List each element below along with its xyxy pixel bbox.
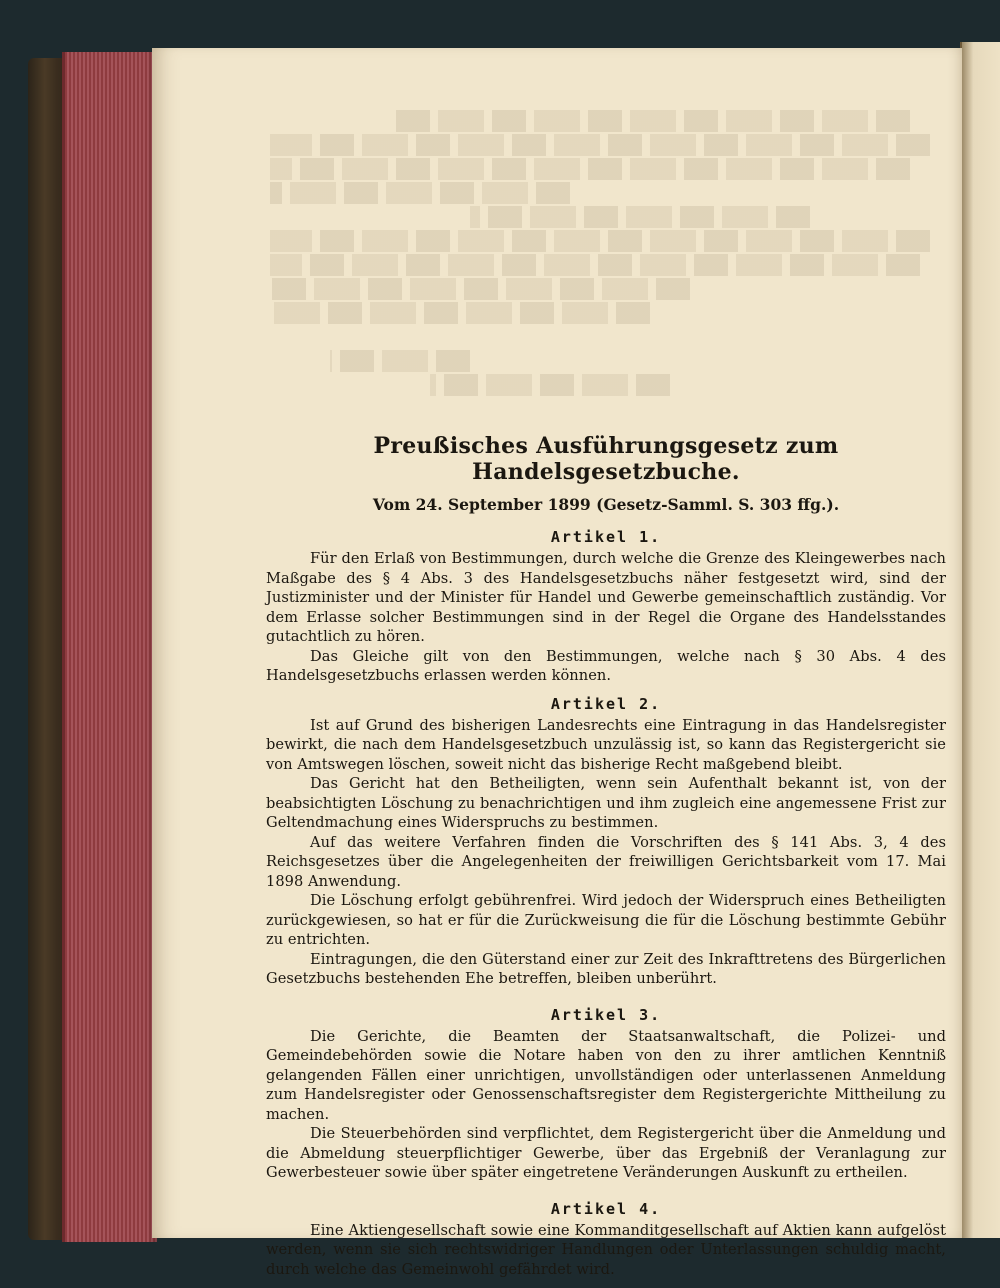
paragraph: Die Gerichte, die Beamten der Staatsanwaltschaft, die Polizei- und Gemeindebehörden sowie die Notare haben von den zu ihrer amtlichen Kenntniß gelangenden Fällen einer unrichtigen, unvollständigen oder unterlassenen Anmeldung zum Handelsregister oder Genossenschaftsregister dem Registergerichte Mittheilung zu machen. bbox=[266, 1027, 946, 1123]
paragraph: Für den Erlaß von Bestimmungen, durch welche die Grenze des Kleingewerbes nach Maßgabe des § 4 Abs. 3 des Handelsgesetzbuchs näher festgesetzt wird, sind der Justizminister und der Minister für Handel und Gewerbe gemeinschaftlich zuständig. Vor dem Erlasse solcher Bestimmungen sind in der Regel die Organe des Handelsstandes gutachtlich zu hören. bbox=[266, 550, 946, 645]
book-page bbox=[152, 48, 962, 1278]
article-4 bbox=[266, 1197, 946, 1280]
article-heading: Artikel 3. bbox=[550, 1005, 662, 1024]
page-content bbox=[266, 48, 946, 1279]
article-2 bbox=[266, 692, 946, 989]
article-1 bbox=[266, 525, 946, 686]
next-page-edge bbox=[962, 42, 1000, 1238]
article-heading: Artikel 2. bbox=[550, 694, 662, 713]
paragraph: Das Gleiche gilt von den Bestimmungen, welche nach § 30 Abs. 4 des Handelsgesetzbuchs erlassen werden können. bbox=[266, 647, 946, 684]
paragraph: Auf das weitere Verfahren finden die Vorschriften des § 141 Abs. 3, 4 des Reichsgesetzes über die Angelegenheiten der freiwilligen Gerichtsbarkeit vom 17. Mai 1898 Anwendung. bbox=[266, 833, 946, 890]
paragraph: Ist auf Grund des bisherigen Landesrechts eine Eintragung in das Handelsregister bewirkt, die nach dem Handelsgesetzbuch unzulässig ist, so kann das Registergericht sie von Amtswegen löschen, soweit nicht das bisherige Recht maßgebend bleibt. bbox=[266, 716, 946, 773]
document-title: Preußisches Ausführungsgesetz zum Handelsgesetzbuche. bbox=[373, 433, 839, 485]
document-subtitle: Vom 24. September 1899 (Gesetz-Samml. S. 303 ffg.). bbox=[372, 495, 840, 514]
paragraph: Die Löschung erfolgt gebührenfrei. Wird jedoch der Widerspruch eines Betheiligten zurückgewiesen, so hat er für die Zurückweisung die für die Löschung bestimmte Gebühr zu entrichten. bbox=[266, 892, 946, 948]
paragraph: Die Steuerbehörden sind verpflichtet, dem Registergericht über die Anmeldung und die Abmeldung steuerpflichtiger Gewerbe, über das Ergebniß der Veranlagung zur Gewerbesteuer sowie über später eingetretene Veränderungen Auskunft zu ertheilen. bbox=[266, 1125, 946, 1181]
article-heading: Artikel 1. bbox=[550, 528, 662, 546]
article-3 bbox=[266, 1003, 946, 1183]
page-edges bbox=[62, 52, 157, 1242]
paragraph: Eine Aktiengesellschaft sowie eine Kommanditgesellschaft auf Aktien kann aufgelöst werden, wenn sie sich rechtswidriger Handlungen oder Unterlassungen schuldig macht, durch welche das Gemeinwohl gefährdet wird. bbox=[266, 1221, 946, 1278]
article-heading: Artikel 4. bbox=[550, 1199, 662, 1218]
paragraph: Das Gericht hat den Betheiligten, wenn sein Aufenthalt bekannt ist, von der beabsichtigten Löschung zu benachrichtigen und ihm zugleich eine angemessene Frist zur Geltendmachung eines Widerspruchs zu bestimmen. bbox=[266, 775, 946, 831]
paragraph: Eintragungen, die den Güterstand einer zur Zeit des Inkrafttretens des Bürgerlichen Gesetzbuchs bestehenden Ehe betreffen, bleiben unberührt. bbox=[266, 950, 946, 987]
